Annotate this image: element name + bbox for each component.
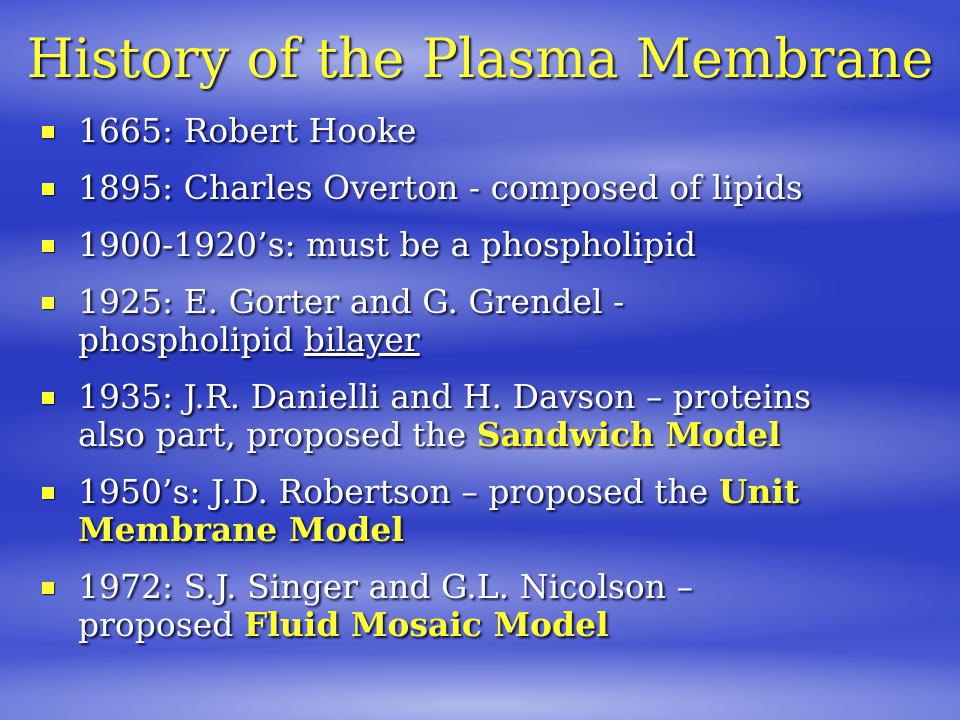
model-name-highlight: Unit <box>718 472 800 511</box>
bullet-text: also part, proposed the <box>78 415 477 454</box>
underlined-term: bilayer <box>303 320 420 359</box>
square-bullet-icon <box>42 297 54 309</box>
square-bullet-icon <box>42 487 54 499</box>
square-bullet-icon <box>42 240 54 252</box>
bullet-text: 1972: S.J. Singer and G.L. Nicolson – <box>78 567 693 606</box>
bullet-item-1972 <box>40 568 940 644</box>
bullet-item-1665 <box>40 112 940 150</box>
model-name-highlight: Fluid Mosaic Model <box>243 605 609 644</box>
bullet-list <box>40 112 940 663</box>
slide-title: History of the Plasma Membrane <box>26 27 934 90</box>
bullet-text: 1950’s: J.D. Robertson – proposed the <box>78 472 719 511</box>
bullet-text: 1665: Robert Hooke <box>78 111 417 150</box>
bullet-text: proposed <box>78 605 244 644</box>
model-name-highlight: Membrane Model <box>78 510 404 549</box>
square-bullet-icon <box>42 392 54 404</box>
square-bullet-icon <box>42 126 54 138</box>
bullet-text: 1895: Charles Overton - composed of lipids <box>78 168 803 207</box>
bullet-text: 1935: J.R. Danielli and H. Davson – proteins <box>78 377 812 416</box>
bullet-item-1935 <box>40 378 940 454</box>
bullet-item-1900s <box>40 226 940 264</box>
bullet-item-1925 <box>40 283 940 359</box>
model-name-highlight: Sandwich Model <box>476 415 781 454</box>
bullet-text: 1925: E. Gorter and G. Grendel - <box>78 282 625 321</box>
square-bullet-icon <box>42 582 54 594</box>
bullet-text: 1900-1920’s: must be a phospholipid <box>78 225 697 264</box>
square-bullet-icon <box>42 183 54 195</box>
bullet-item-1895 <box>40 169 940 207</box>
bullet-text: phospholipid <box>78 320 304 359</box>
bullet-item-1950s <box>40 473 940 549</box>
